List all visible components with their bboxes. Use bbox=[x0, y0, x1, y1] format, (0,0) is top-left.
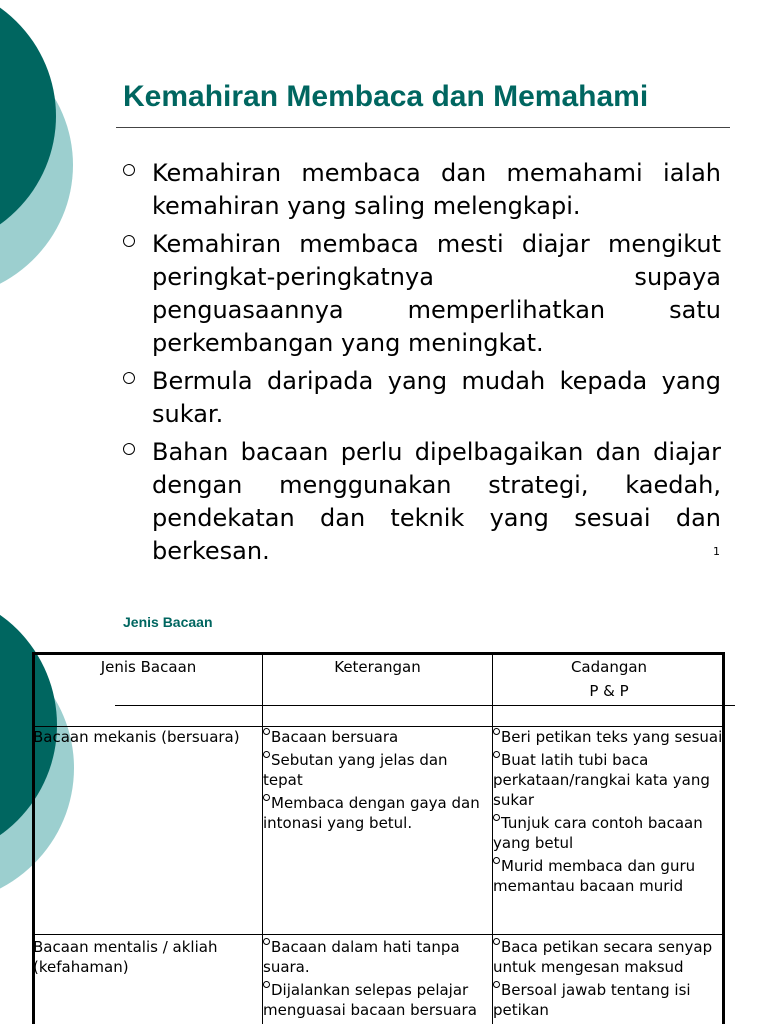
list-item: Buat latih tubi baca perkataan/rangkai kata yang sukar bbox=[493, 751, 710, 809]
list-item: Membaca dengan gaya dan intonasi yang betul. bbox=[263, 794, 480, 832]
list-item: Baca petikan secara senyap untuk mengesan maksud bbox=[493, 938, 713, 976]
bullet-item bbox=[123, 228, 721, 360]
bullet-circle-icon bbox=[263, 938, 270, 945]
header-cadangan: Cadangan bbox=[570, 658, 648, 676]
bullet-text: Kemahiran membaca dan memahami ialah kemahiran yang saling melengkapi. bbox=[152, 159, 721, 220]
cell-text: Bacaan mentalis / akliah (kefahaman) bbox=[33, 938, 218, 976]
list-item: Bacaan bersuara bbox=[263, 727, 492, 747]
bullet-item bbox=[123, 365, 721, 431]
row-divider bbox=[115, 705, 735, 706]
bullet-circle-icon bbox=[493, 751, 500, 758]
bullet-circle-icon bbox=[123, 235, 135, 247]
list-item: Bersoal jawab tentang isi petikan bbox=[493, 981, 691, 1019]
bullet-text: Bahan bacaan perlu dipelbagaikan dan diajar dengan menggunakan strategi, kaedah, pendekatan dan teknik yang sesuai dan berkesan. bbox=[152, 438, 721, 565]
bullet-circle-icon bbox=[493, 728, 500, 735]
bullet-item bbox=[123, 157, 721, 223]
cell-cadangan bbox=[493, 937, 727, 1023]
bullet-circle-icon bbox=[493, 981, 500, 988]
list-item: Bacaan dalam hati tanpa suara. bbox=[263, 938, 460, 976]
bullet-circle-icon bbox=[123, 443, 135, 455]
header-cadangan-pp bbox=[493, 655, 725, 703]
header-keterangan: Keterangan bbox=[334, 658, 421, 676]
title-divider bbox=[116, 127, 730, 128]
bullet-circle-icon bbox=[263, 794, 270, 801]
list-item: Murid membaca dan guru memantau bacaan murid bbox=[493, 857, 696, 895]
cell-keterangan bbox=[263, 727, 492, 836]
cell-jenis bbox=[33, 727, 261, 750]
slide-title: Kemahiran Membaca dan Memahami bbox=[123, 80, 649, 113]
bullet-circle-icon bbox=[493, 857, 500, 864]
bullet-list bbox=[123, 157, 721, 573]
cell-jenis bbox=[33, 937, 261, 980]
cell-keterangan bbox=[263, 937, 492, 1023]
slide-2 bbox=[0, 590, 768, 1024]
list-item: Tunjuk cara contoh bacaan yang betul bbox=[493, 814, 703, 852]
header-jenis-bacaan: Jenis Bacaan bbox=[100, 658, 197, 676]
jenis-bacaan-table bbox=[32, 652, 725, 1024]
slide-title: Jenis Bacaan bbox=[123, 614, 213, 630]
cell-text: Bacaan mekanis (bersuara) bbox=[33, 728, 240, 746]
list-item: Dijalankan selepas pelajar menguasai bacaan bersuara bbox=[263, 981, 477, 1019]
page-number: 1 bbox=[713, 545, 720, 558]
bullet-circle-icon bbox=[263, 728, 270, 735]
bullet-text: Kemahiran membaca mesti diajar mengikut peringkat-peringkatnya supaya penguasaannya memperlihatkan satu perkembangan yang meningkat. bbox=[152, 230, 721, 357]
bullet-circle-icon bbox=[123, 372, 135, 384]
bullet-circle-icon bbox=[263, 981, 270, 988]
cell-cadangan bbox=[493, 727, 727, 899]
bullet-circle-icon bbox=[263, 751, 270, 758]
list-item: Beri petikan teks yang sesuai bbox=[493, 727, 727, 747]
bullet-text: Bermula daripada yang mudah kepada yang sukar. bbox=[152, 367, 721, 428]
bullet-circle-icon bbox=[123, 164, 135, 176]
bullet-circle-icon bbox=[493, 938, 500, 945]
header-pp: P & P bbox=[589, 682, 629, 700]
list-item: Sebutan yang jelas dan tepat bbox=[263, 751, 448, 789]
row-divider bbox=[35, 934, 725, 935]
bullet-item bbox=[123, 436, 721, 568]
bullet-circle-icon bbox=[493, 814, 500, 821]
